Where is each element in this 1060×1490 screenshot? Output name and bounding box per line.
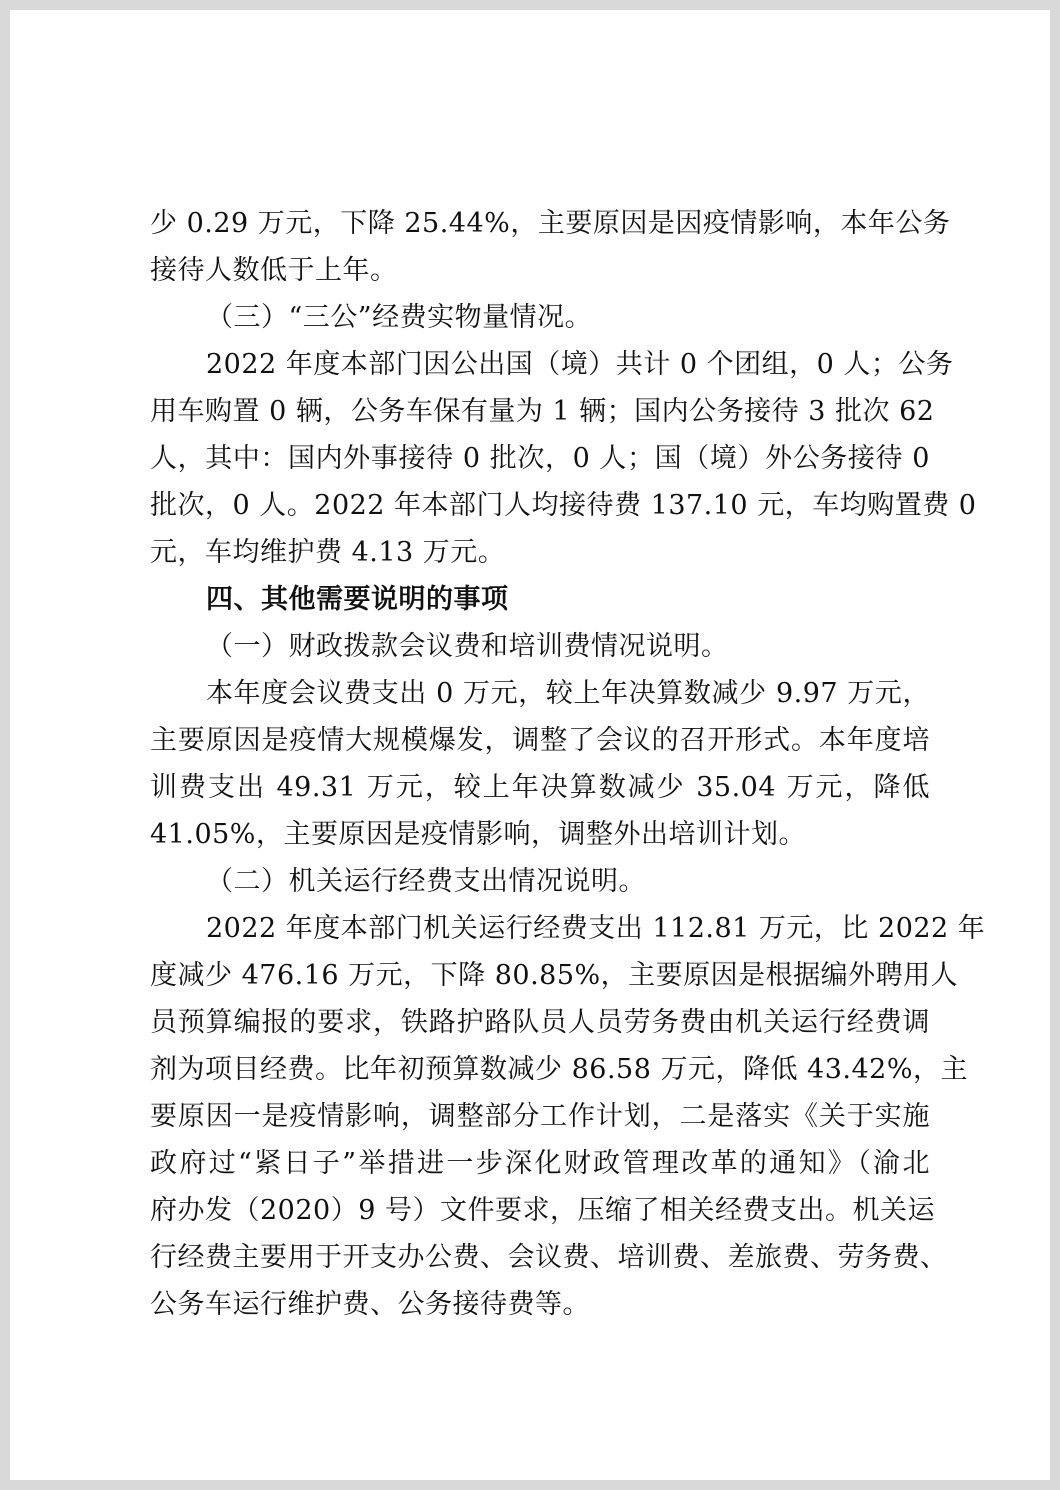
text-line: 主要原因是疫情大规模爆发，调整了会议的召开形式。本年度培 xyxy=(150,725,930,756)
chapter-heading: 四、其他需要说明的事项 xyxy=(206,584,509,615)
text-line: 元，车均维护费 4.13 万元。 xyxy=(150,537,506,568)
text-line: 2022 年度本部门因公出国（境）共计 0 个团组，0 人；公务 xyxy=(206,349,954,380)
text-line: 用车购置 0 辆，公务车保有量为 1 辆；国内公务接待 3 批次 62 xyxy=(150,396,935,427)
text-line: 行经费主要用于开支办公费、会议费、培训费、差旅费、劳务费、 xyxy=(150,1242,948,1273)
text-line: 41.05%，主要原因是疫情影响，调整外出培训计划。 xyxy=(150,819,806,850)
document-page xyxy=(10,10,1050,1480)
text-line: 政府过“紧日子”举措进一步深化财政管理改革的通知》（渝北 xyxy=(150,1148,930,1179)
section-heading-3: （三）“三公”经费实物量情况。 xyxy=(206,302,593,333)
text-line: 剂为项目经费。比年初预算数减少 86.58 万元，降低 43.42%，主 xyxy=(150,1054,968,1085)
text-line: 度减少 476.16 万元，下降 80.85%，主要原因是根据编外聘用人 xyxy=(150,960,959,991)
text-line: 本年度会议费支出 0 万元，较上年决算数减少 9.97 万元， xyxy=(206,678,930,709)
text-line: 要原因一是疫情影响，调整部分工作计划，二是落实《关于实施 xyxy=(150,1101,930,1132)
text-line: 训费支出 49.31 万元，较上年决算数减少 35.04 万元，降低 xyxy=(150,772,930,803)
text-line: 人，其中：国内外事接待 0 批次，0 人；国（境）外公务接待 0 xyxy=(150,443,930,474)
text-line: 接待人数低于上年。 xyxy=(150,255,398,286)
section-heading-1: （一）财政拨款会议费和培训费情况说明。 xyxy=(206,631,729,662)
text-line: 府办发（2020）9 号）文件要求，压缩了相关经费支出。机关运 xyxy=(150,1195,935,1226)
text-line: 批次，0 人。2022 年本部门人均接待费 137.10 元，车均购置费 0 xyxy=(150,490,977,521)
text-line: 少 0.29 万元，下降 25.44%，主要原因是因疫情影响，本年公务 xyxy=(150,208,951,239)
section-heading-2: （二）机关运行经费支出情况说明。 xyxy=(206,866,646,897)
text-line: 员预算编报的要求，铁路护路队员人员劳务费由机关运行经费调 xyxy=(150,1007,930,1038)
text-line: 公务车运行维护费、公务接待费等。 xyxy=(150,1289,590,1320)
text-line: 2022 年度本部门机关运行经费支出 112.81 万元，比 2022 年 xyxy=(206,913,986,944)
